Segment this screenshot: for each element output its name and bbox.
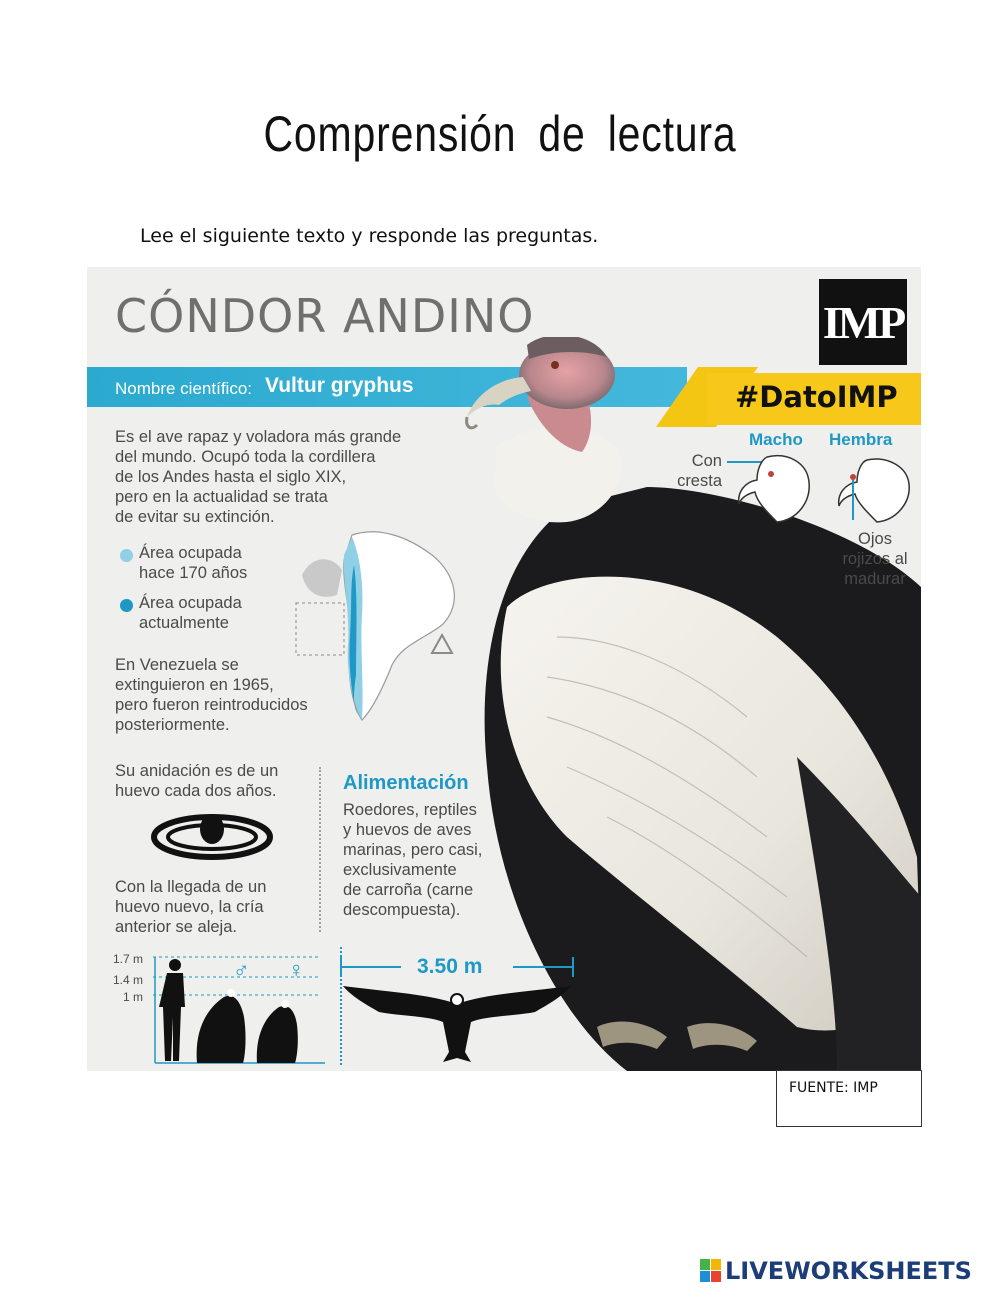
male-head-icon <box>727 452 817 527</box>
height-label: 1.7 m <box>113 952 144 966</box>
legend-dot-current <box>120 599 133 612</box>
nesting-text <box>115 761 278 801</box>
liveworksheets-icon <box>700 1259 722 1283</box>
south-america-map <box>282 515 472 725</box>
legend-line: Área ocupada <box>139 544 242 562</box>
crest-line: cresta <box>677 472 722 490</box>
food-line: Roedores, reptiles <box>343 801 477 819</box>
intro-line: del mundo. Ocupó toda la cordillera <box>115 448 376 466</box>
food-line: descompuesta). <box>343 901 461 919</box>
imp-logo: IMP <box>819 279 907 365</box>
eyes-text <box>835 529 915 589</box>
height-label: 1 m <box>123 990 144 1004</box>
legend-line: Área ocupada <box>139 594 242 612</box>
intro-line: de los Andes hasta el siglo XIX, <box>115 468 347 486</box>
venezuela-line: posteriormente. <box>115 716 230 734</box>
divider <box>319 767 321 932</box>
source-box <box>776 1070 922 1127</box>
condor-infographic <box>87 267 921 1071</box>
offspring-line: Con la llegada de un <box>115 878 267 896</box>
food-title: Alimentación <box>343 772 469 794</box>
eyes-line: Ojos <box>858 530 892 548</box>
food-line: de carroña (carne <box>343 881 474 899</box>
flying-condor-silhouette <box>339 982 575 1067</box>
female-head-icon <box>827 452 917 527</box>
instructions: Lee el siguiente texto y responde las preguntas. <box>140 225 599 247</box>
legend-item-past <box>139 543 247 583</box>
offspring-text <box>115 877 266 937</box>
venezuela-line: En Venezuela se <box>115 656 239 674</box>
legend-item-current <box>139 593 242 633</box>
nesting-line: Su anidación es de un <box>115 762 279 780</box>
intro-line: de evitar su extinción. <box>115 508 275 526</box>
food-line: marinas, pero casi, <box>343 841 483 859</box>
intro-line: Es el ave rapaz y voladora más grande <box>115 428 402 446</box>
eyes-line: madurar <box>844 570 906 588</box>
liveworksheets-logo[interactable] <box>700 1256 972 1286</box>
offspring-line: anterior se aleja. <box>115 918 237 936</box>
liveworksheets-text: LIVEWORKSHEETS <box>725 1257 972 1285</box>
male-symbol: ♂ <box>233 957 250 982</box>
female-label: Hembra <box>829 430 893 449</box>
food-line: y huevos de aves <box>343 821 472 839</box>
page-title: Comprensión de lectura <box>263 106 737 162</box>
offspring-line: huevo nuevo, la cría <box>115 898 264 916</box>
nest-icon <box>147 805 277 865</box>
legend-line: actualmente <box>139 614 229 632</box>
eyes-line: rojizos al <box>842 550 908 568</box>
infographic-title: CÓNDOR ANDINO <box>115 289 535 343</box>
legend-line: hace 170 años <box>139 564 248 582</box>
venezuela-line: extinguieron en 1965, <box>115 676 274 694</box>
female-symbol: ♀ <box>288 957 305 982</box>
crest-text <box>672 451 722 491</box>
venezuela-line: pero fueron reintroducidos <box>115 696 308 714</box>
venezuela-text <box>115 655 308 735</box>
food-text <box>343 800 482 920</box>
intro-line: pero en la actualidad se trata <box>115 488 328 506</box>
hashtag: #DatoIMP <box>735 380 898 414</box>
nesting-line: huevo cada dos años. <box>115 782 277 800</box>
male-label: Macho <box>749 430 803 449</box>
food-line: exclusivamente <box>343 861 457 879</box>
intro-text <box>115 427 401 527</box>
crest-line: Con <box>691 452 722 470</box>
scientific-name-label: Nombre científico: <box>115 379 252 398</box>
legend-dot-past <box>120 549 133 562</box>
source-text: FUENTE: IMP <box>789 1080 878 1096</box>
scientific-name: Vultur gryphus <box>265 374 414 397</box>
wingspan-label: 3.50 m <box>417 955 483 978</box>
height-label: 1.4 m <box>113 973 144 987</box>
